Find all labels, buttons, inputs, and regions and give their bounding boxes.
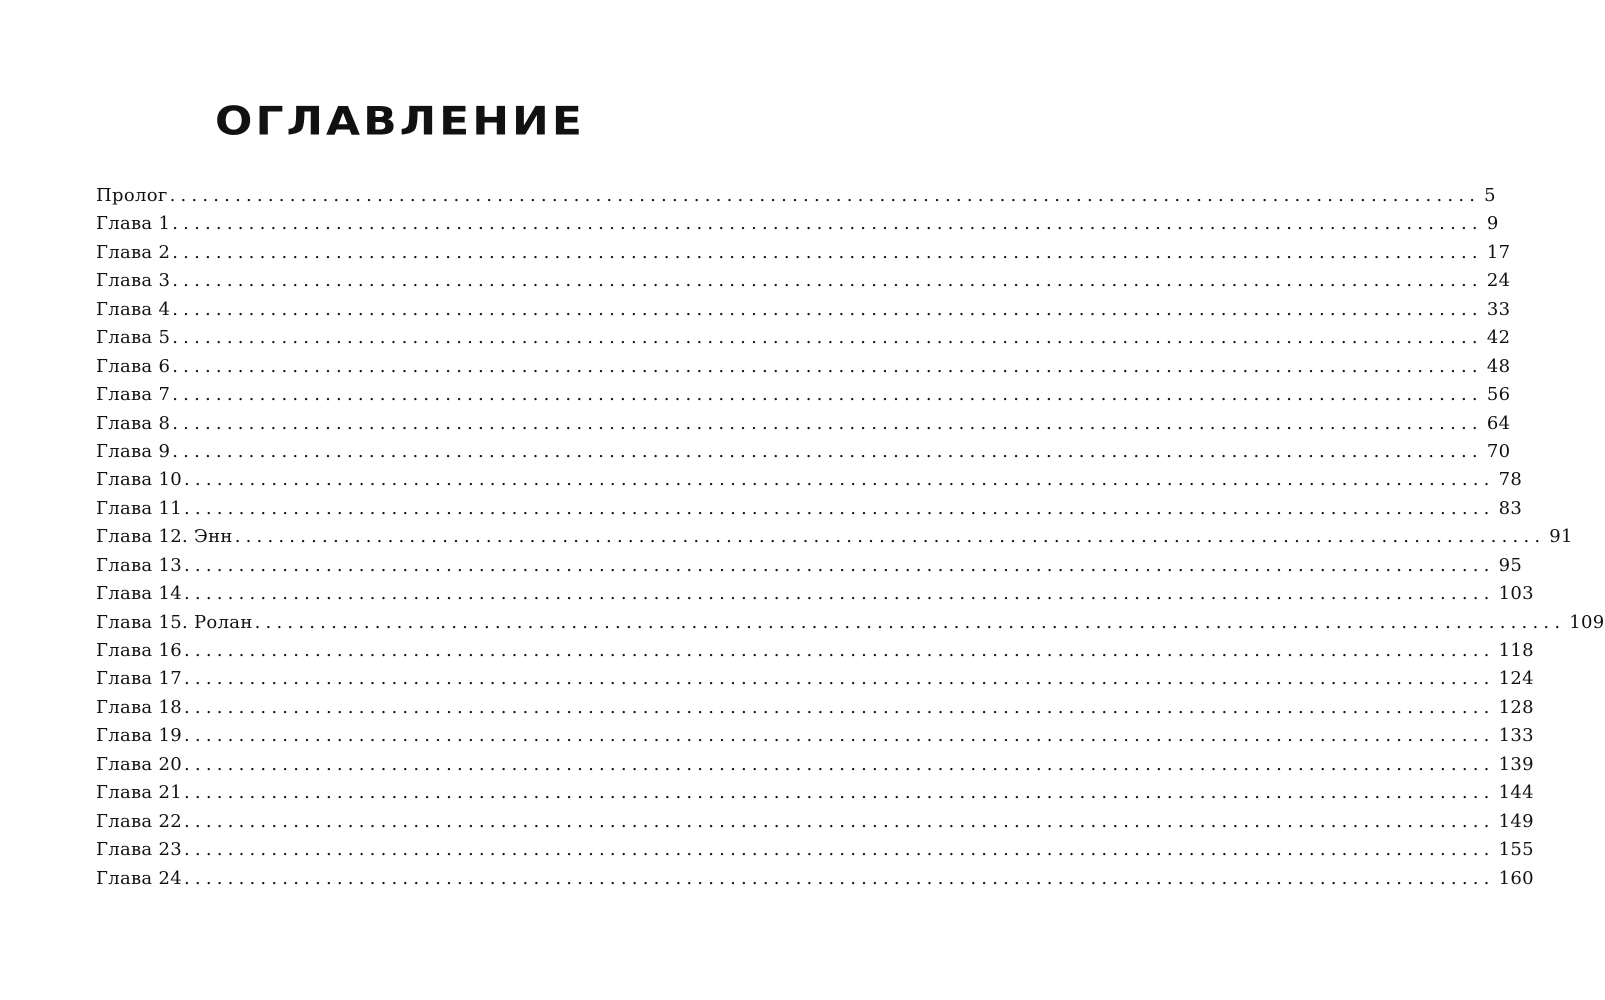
dot-leader: ........................................................................................................................ [254, 611, 1566, 633]
toc-entry-label: Глава 14 [96, 583, 182, 605]
toc-entry[interactable] [96, 637, 1534, 665]
toc-entry-page-number: 160 [1498, 867, 1534, 889]
toc-entry-label: Глава 10 [96, 469, 182, 491]
toc-entry-label: Глава 24 [96, 867, 182, 889]
toc-entry-label: Глава 11 [96, 497, 182, 519]
dot-leader: ........................................................................................................................ [172, 270, 1483, 292]
toc-entry-label: Глава 2 [96, 241, 171, 263]
toc-entry-label: Глава 13 [96, 554, 182, 576]
dot-leader: ........................................................................................................................ [183, 640, 1495, 661]
toc-entry[interactable] [96, 438, 1511, 466]
toc-entry-label: Глава 19 [96, 725, 182, 747]
toc-entry-page-number: 139 [1498, 753, 1534, 775]
dot-leader: ........................................................................................................................ [172, 412, 1483, 434]
toc-entry-label: Глава 20 [96, 753, 182, 775]
toc-entry[interactable] [96, 466, 1523, 494]
toc-entry[interactable] [96, 381, 1511, 409]
toc-entry-page-number: 109 [1569, 611, 1605, 633]
toc-entry-label: Глава 21 [96, 782, 182, 804]
dot-leader: ........................................................................................................................ [172, 355, 1483, 377]
toc-entry-label: Глава 3 [96, 270, 171, 292]
toc-entry-page-number: 83 [1498, 497, 1523, 519]
dot-leader: ........................................................................................................................ [172, 327, 1483, 349]
dot-leader: ........................................................................................................................ [183, 810, 1495, 832]
dot-leader: ........................................................................................................................ [183, 583, 1495, 605]
dot-leader: ........................................................................................................................ [172, 440, 1483, 462]
toc-entry-page-number: 70 [1486, 440, 1511, 462]
toc-entry[interactable] [96, 552, 1523, 580]
dot-leader: ........................................................................................................................ [183, 469, 1495, 491]
toc-entry[interactable] [96, 836, 1534, 864]
toc-entry-label: Глава 7 [96, 384, 171, 406]
table-of-contents [96, 182, 1605, 893]
toc-entry-label: Глава 18 [96, 696, 182, 718]
toc-entry[interactable] [96, 808, 1534, 836]
dot-leader: ........................................................................................................................ [183, 696, 1495, 718]
toc-entry-page-number: 56 [1486, 384, 1511, 406]
toc-entry[interactable] [96, 410, 1511, 438]
toc-entry[interactable] [96, 210, 1499, 238]
toc-entry-label: Глава 23 [96, 839, 182, 861]
toc-entry[interactable] [96, 353, 1511, 381]
toc-entry[interactable] [96, 722, 1534, 750]
toc-entry[interactable] [96, 495, 1523, 523]
dot-leader: ........................................................................................................................ [183, 497, 1495, 519]
toc-entry-label: Пролог [96, 185, 168, 206]
dot-leader: ........................................................................................................................ [183, 554, 1495, 576]
toc-entry-page-number: 42 [1486, 327, 1511, 349]
toc-entry-page-number: 64 [1486, 412, 1511, 434]
dot-leader: ........................................................................................................................ [172, 241, 1483, 263]
toc-entry-page-number: 33 [1486, 298, 1511, 320]
toc-entry-page-number: 78 [1498, 469, 1523, 491]
dot-leader: ........................................................................................................................ [183, 668, 1495, 690]
toc-entry-page-number: 124 [1498, 668, 1534, 690]
toc-entry[interactable] [96, 865, 1534, 893]
toc-entry[interactable] [96, 182, 1496, 210]
dot-leader: ........................................................................................................................ [183, 753, 1495, 775]
toc-entry-page-number: 17 [1486, 241, 1511, 263]
toc-entry-page-number: 118 [1498, 640, 1534, 661]
toc-entry-page-number: 5 [1484, 185, 1496, 206]
toc-entry-label: Глава 5 [96, 327, 171, 349]
dot-leader: ........................................................................................................................ [172, 298, 1483, 320]
toc-entry-page-number: 128 [1498, 696, 1534, 718]
toc-entry-page-number: 91 [1549, 526, 1573, 548]
toc-entry-page-number: 144 [1498, 782, 1534, 804]
toc-entry-label: Глава 6 [96, 355, 171, 377]
toc-entry-label: Глава 1 [96, 213, 171, 235]
toc-entry[interactable] [96, 779, 1534, 807]
toc-entry-label: Глава 12. Энн [96, 526, 233, 548]
toc-entry-page-number: 24 [1486, 270, 1511, 292]
toc-entry-label: Глава 8 [96, 412, 171, 434]
toc-entry-page-number: 133 [1498, 725, 1534, 747]
toc-entry-page-number: 95 [1498, 554, 1523, 576]
toc-entry[interactable] [96, 751, 1534, 779]
toc-entry-label: Глава 4 [96, 298, 171, 320]
toc-entry[interactable] [96, 267, 1511, 295]
toc-entry-label: Глава 22 [96, 810, 182, 832]
toc-entry-page-number: 103 [1498, 583, 1534, 605]
toc-entry-page-number: 9 [1486, 213, 1499, 235]
toc-entry-page-number: 149 [1498, 810, 1534, 832]
dot-leader: ........................................................................................................................ [172, 213, 1483, 235]
dot-leader: ........................................................................................................................ [172, 384, 1483, 406]
dot-leader: ........................................................................................................................ [234, 526, 1546, 548]
toc-entry-label: Глава 16 [96, 640, 182, 661]
dot-leader: ........................................................................................................................ [169, 185, 1481, 206]
toc-entry-label: Глава 17 [96, 668, 182, 690]
toc-entry-page-number: 48 [1486, 355, 1511, 377]
toc-entry-page-number: 155 [1498, 839, 1534, 861]
dot-leader: ........................................................................................................................ [183, 839, 1495, 861]
toc-entry[interactable] [96, 580, 1534, 608]
toc-entry[interactable] [96, 665, 1534, 693]
toc-entry[interactable] [96, 609, 1605, 637]
toc-entry[interactable] [96, 523, 1573, 551]
toc-entry-label: Глава 15. Ролан [96, 611, 253, 633]
dot-leader: ........................................................................................................................ [183, 867, 1495, 889]
toc-entry-label: Глава 9 [96, 440, 171, 462]
page-title: ОГЛАВЛЕНИЕ [215, 98, 585, 145]
toc-entry[interactable] [96, 694, 1534, 722]
toc-entry[interactable] [96, 296, 1511, 324]
dot-leader: ........................................................................................................................ [183, 725, 1495, 747]
toc-entry[interactable] [96, 239, 1511, 267]
dot-leader: ........................................................................................................................ [183, 782, 1495, 804]
toc-entry[interactable] [96, 324, 1511, 352]
